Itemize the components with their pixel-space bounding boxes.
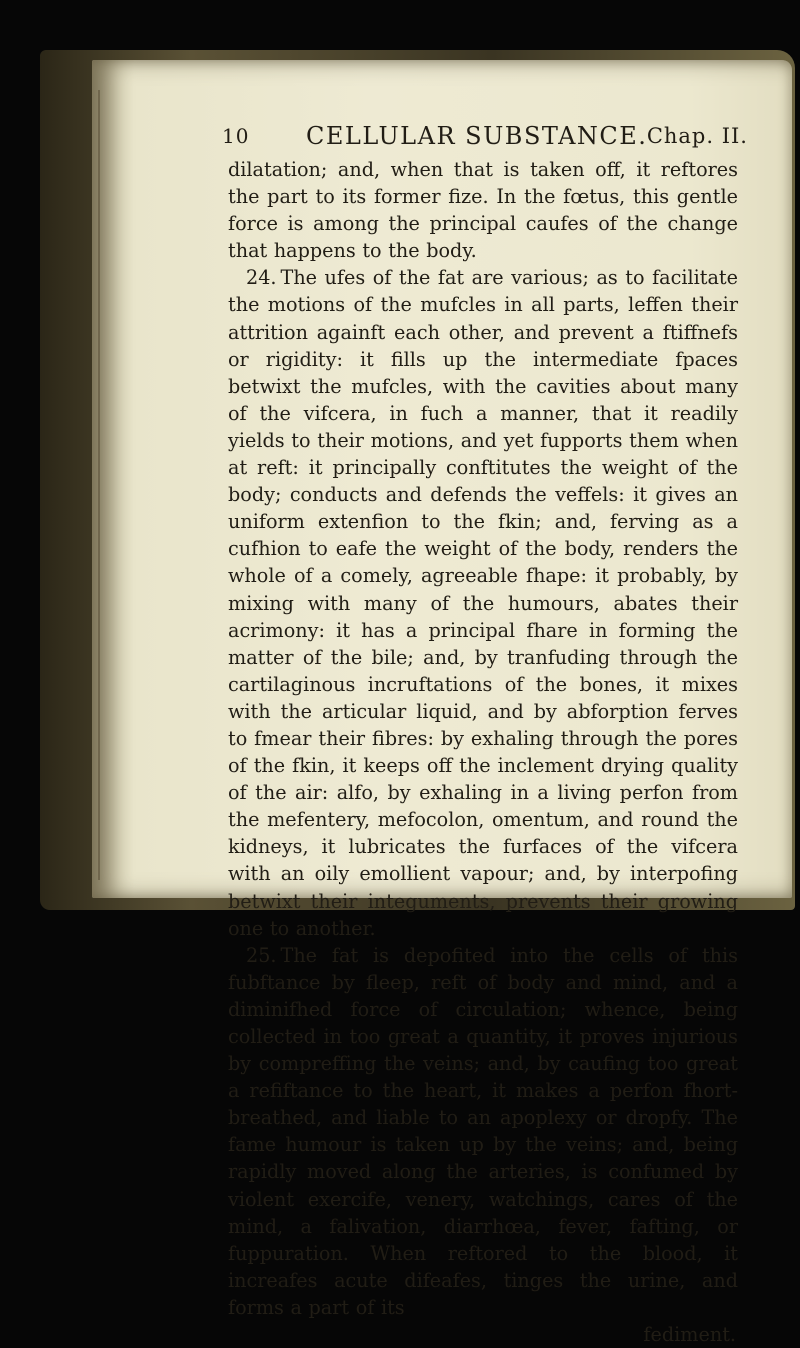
paragraph-25 xyxy=(228,942,738,1321)
running-title: CELLULAR SUBSTANCE. xyxy=(306,122,648,150)
page-header xyxy=(222,112,748,156)
paragraph-number: 25. xyxy=(246,943,277,967)
paragraph-number: 24. xyxy=(246,266,277,290)
page-gutter xyxy=(98,90,100,880)
chapter-label: Chap. II. xyxy=(646,124,748,148)
catchword: fediment. xyxy=(643,1323,736,1347)
text-block xyxy=(222,112,748,1348)
paragraph-continued xyxy=(228,156,738,264)
paragraph-text: The fat is depofited into the cells of this fubftance by fleep, reft of body and mind, and a diminifhed force of circulation; whence, being collected in too great a quantity, it proves injurious by compreffing the veins; and, by caufing too great a refiftance to the heart, it makes a perfon fhort-breathed, and liable to an apoplexy or dropfy. The fame humour is taken up by the veins; and, being rapidly moved along the arteries, is confumed by violent exercife, venery, watchings, cares of the mind, a falivation, diarrhœa, fever, fafting, or fuppuration. When reftored to the blood, it increafes acute difeafes, tinges the urine, and forms a part of its xyxy=(228,943,738,1319)
page-number: 10 xyxy=(222,124,250,148)
paragraph-24 xyxy=(228,264,738,941)
paragraph-text: The ufes of the fat are various; as to facilitate the motions of the mufcles in all parts, leffen their attrition againft each other, and prevent a ftiffnefs or rigidity: it fills up the intermediate fpaces betwixt the mufcles, with the cavities about many of the vifcera, in fuch a manner, that it readily yields to their motions, and yet fupports them when at reft: it principally conftitutes the weight of the body; conducts and defends the veffels: it gives an uniform extenfion to the fkin; and, ferving as a cufhion to eafe the weight of the body, renders the whole of a comely, agreeable fhape: it probably, by mixing with many of the humours, abates their acrimony: it has a principal fhare in forming the matter of the bile; and, by tranfuding through the cartilaginous incruftations of the bones, it mixes with the articular liquid, and by abforption ferves to fmear their fibres: by exhaling through the pores of the fkin, it keeps off the inclement drying quality of the air: alfo, by exhaling in a living perfon from the mefentery, mefocolon, omentum, and round the kidneys, it lubricates the furfaces of the vifcera with an oily emollient vapour; and, by interpofing betwixt their integuments, prevents their growing one to another. xyxy=(228,266,738,940)
paragraph-text: dilatation; and, when that is taken off, it reftores the part to its former fize. In the fœtus, this gentle force is among the principal caufes of the change that happens to the body. xyxy=(228,158,738,263)
